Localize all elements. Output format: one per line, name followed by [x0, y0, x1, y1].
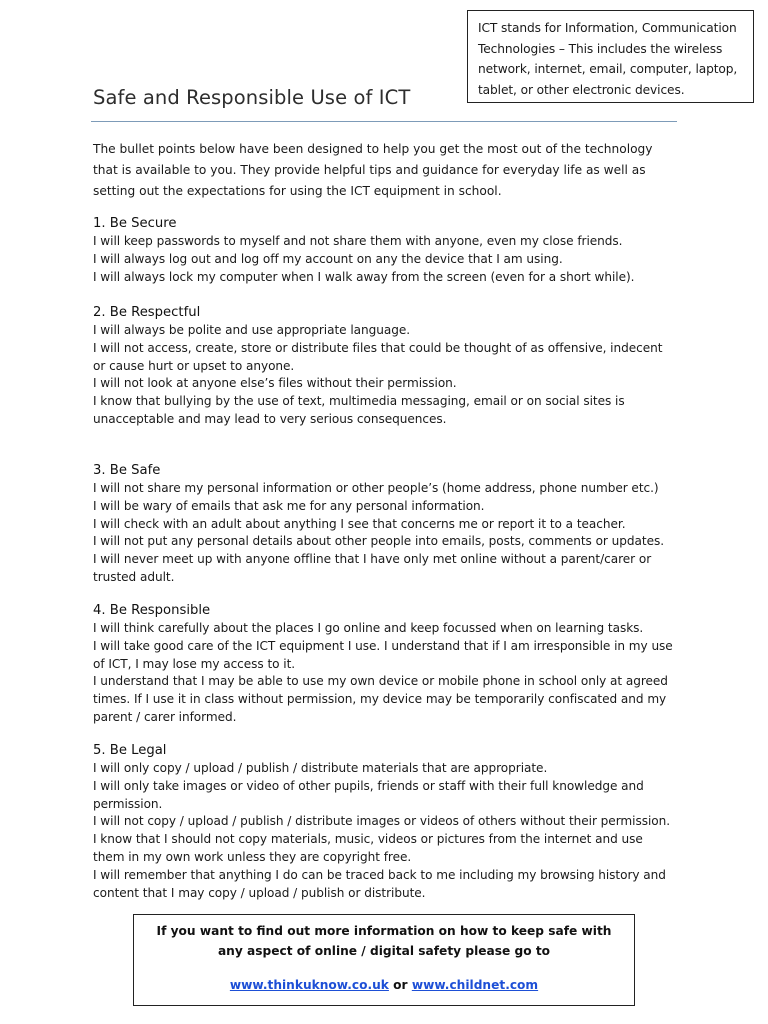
- section-heading: 2. Be Respectful: [93, 305, 201, 320]
- title-divider: [91, 121, 677, 122]
- section-item: I will always be polite and use appropriate language.: [93, 323, 411, 337]
- section-item: I will not share my personal information or other people’s (home address, phone number etc.): [93, 481, 659, 495]
- section-heading: 5. Be Legal: [93, 743, 167, 758]
- section-item: I know that I should not copy materials, music, videos or pictures from the internet and use them in my own work unless they are copyright free.: [93, 832, 643, 864]
- section-heading: 1. Be Secure: [93, 216, 177, 231]
- section-item: I will never meet up with anyone offline that I have only met online without a parent/carer or trusted adult.: [93, 552, 652, 584]
- section-be-safe: [93, 461, 673, 587]
- childnet-link[interactable]: www.childnet.com: [411, 978, 539, 992]
- section-be-secure: [93, 214, 673, 286]
- section-item: I will remember that anything I do can be traced back to me including my browsing history and content that I may copy / upload / publish or distribute.: [93, 867, 666, 900]
- section-heading: 4. Be Responsible: [93, 603, 211, 618]
- section-item: I will only copy / upload / publish / distribute materials that are appropriate.: [93, 761, 548, 775]
- section-item: I know that bullying by the use of text, multimedia messaging, email or on social sites is unacceptable and may lead to very serious consequences.: [93, 394, 625, 426]
- thinkuknow-link[interactable]: www.thinkuknow.co.uk: [229, 978, 389, 992]
- section-item: I will think carefully about the places I go online and keep focussed when on learning tasks.: [93, 621, 644, 635]
- section-heading: 3. Be Safe: [93, 463, 161, 478]
- section-item: I will not access, create, store or distribute files that could be thought of as offensive, indecent or cause hurt or upset to anyone.: [93, 340, 663, 373]
- section-be-legal: [93, 741, 673, 902]
- section-item: I understand that I may be able to use my own device or mobile phone in school only at agreed times. If I use it in class without permission, my device may be temporarily confiscated and my parent / carer informed.: [93, 674, 668, 724]
- intro-paragraph: The bullet points below have been designed to help you get the most out of the technology that is available to you. They provide helpful tips and guidance for everyday life as well as setting out the expectations for using the ICT equipment in school.: [93, 142, 653, 198]
- section-item: I will not look at anyone else’s files without their permission.: [93, 376, 457, 391]
- section-item: I will not put any personal details about other people into emails, posts, comments or updates.: [93, 534, 665, 549]
- section-item: I will always lock my computer when I walk away from the screen (even for a short while).: [93, 269, 635, 284]
- section-item: I will be wary of emails that ask me for any personal information.: [93, 498, 485, 513]
- section-item: I will always log out and log off my account on any the device that I am using.: [93, 251, 563, 266]
- more-info-text: If you want to find out more information on how to keep safe with any aspect of online / digital safety please go to: [156, 924, 612, 958]
- section-item: I will take good care of the ICT equipment I use. I understand that if I am irresponsible in my use of ICT, I may lose my access to it.: [93, 638, 673, 671]
- link-separator: or: [393, 978, 412, 992]
- section-item: I will not copy / upload / publish / distribute images or videos of others without their permission.: [93, 814, 671, 829]
- section-item: I will check with an adult about anything I see that concerns me or report it to a teacher.: [93, 516, 626, 531]
- more-info-links: [134, 976, 634, 994]
- section-be-respectful: [93, 303, 673, 429]
- section-item: I will only take images or video of other pupils, friends or staff with their full knowledge and permission.: [93, 778, 644, 811]
- page-title: Safe and Responsible Use of ICT: [93, 86, 411, 109]
- section-be-responsible: [93, 601, 673, 727]
- ict-definition-box: [467, 10, 754, 103]
- section-item: I will keep passwords to myself and not share them with anyone, even my close friends.: [93, 234, 623, 248]
- more-info-box: [133, 914, 635, 1006]
- ict-definition-text: ICT stands for Information, Communication Technologies – This includes the wireless network, internet, email, computer, laptop, tablet, or other electronic devices.: [478, 21, 738, 97]
